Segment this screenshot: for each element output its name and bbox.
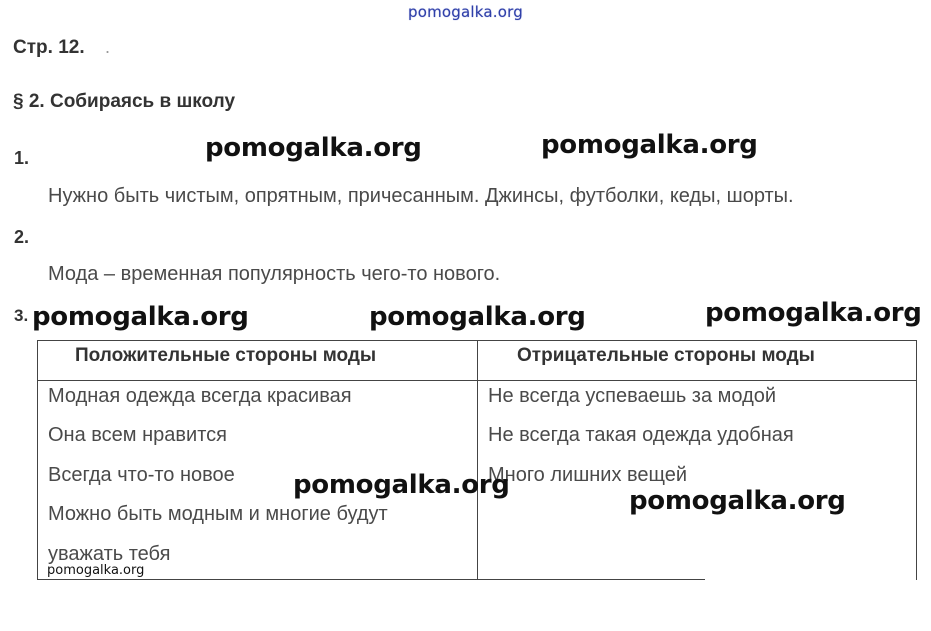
page-label-dot: .: [105, 37, 111, 57]
table-left-border: [37, 340, 38, 580]
watermark-text: pomogalka.org: [629, 486, 846, 516]
watermark-text: pomogalka.org: [293, 470, 510, 500]
table-right-border: [916, 340, 917, 580]
item-number-1: 1.: [14, 148, 30, 168]
positive-cell-2: Она всем нравится: [48, 424, 227, 446]
table-header-positive: Положительные стороны моды: [75, 345, 377, 366]
watermark-text: pomogalka.org: [369, 302, 586, 332]
positive-cell-4: Можно быть модным и многие будут: [48, 503, 388, 525]
watermark-text: pomogalka.org: [705, 298, 922, 328]
item-answer-2: Мода – временная популярность чего-то нового.: [48, 263, 501, 285]
table-column-divider: [477, 340, 478, 580]
positive-cell-3: Всегда что-то новое: [48, 464, 235, 486]
negative-cell-3: Много лишних вещей: [488, 464, 688, 486]
item-answer-1: Нужно быть чистым, опрятным, причесанным. Джинсы, футболки, кеды, шорты.: [48, 185, 794, 207]
fashion-pros-cons-table: [37, 340, 917, 580]
watermark-text: pomogalka.org: [541, 130, 758, 160]
item-number-2: 2.: [14, 227, 30, 247]
top-watermark: pomogalka.org: [408, 3, 523, 21]
table-header-negative: Отрицательные стороны моды: [517, 345, 815, 366]
negative-cell-2: Не всегда такая одежда удобная: [488, 424, 794, 446]
positive-cell-5: уважать тебя: [48, 543, 171, 565]
page-label: Стр. 12.: [13, 37, 85, 58]
positive-cell-1: Модная одежда всегда красивая: [48, 385, 352, 407]
watermark-text: pomogalka.org: [32, 302, 249, 332]
negative-cell-1: Не всегда успеваешь за модой: [488, 385, 777, 407]
watermark-text: pomogalka.org: [205, 133, 422, 163]
watermark-small-text: pomogalka.org: [47, 563, 145, 578]
section-title: § 2. Собираясь в школу: [13, 91, 236, 112]
table-bottom-border: [37, 579, 705, 580]
item-number-3: 3.: [14, 306, 29, 325]
